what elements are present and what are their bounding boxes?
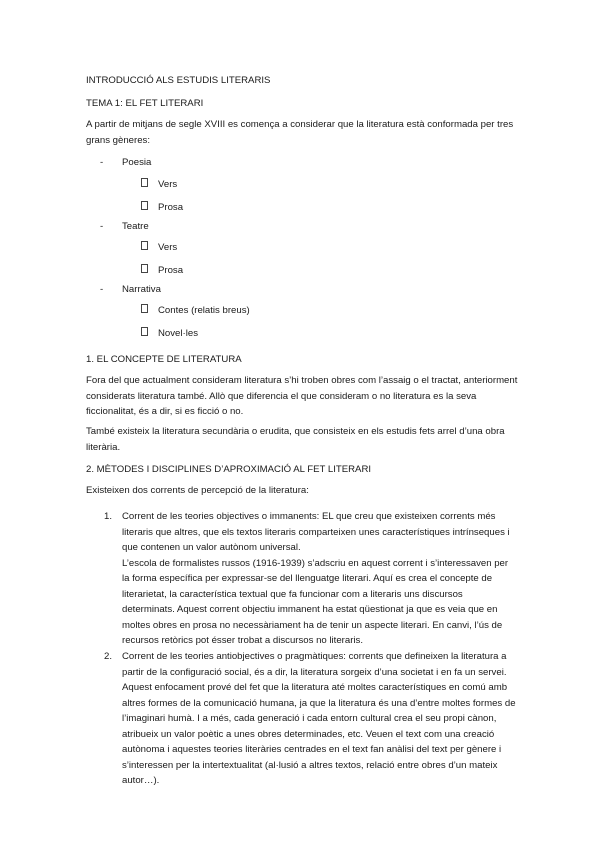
- section1-paragraph-2: També existeix la literatura secundària o erudita, que consisteix en els estudis fets arrel d’una obra literària.: [86, 426, 505, 453]
- section1-heading: 1. EL CONCEPTE DE LITERATURA: [86, 354, 242, 365]
- list-item: [122, 509, 516, 649]
- list-number: 1.: [104, 511, 113, 522]
- bullet-box-icon: [141, 327, 148, 336]
- section1-paragraph-1: Fora del que actualment consideram literatura s’hi troben obres com l’assaig o el tractat, anteriorment considerats literatura també. Allò que diferencia el que consideram o no literatura es la seva ficcionalitat, és a dir, si es ficció o no.: [86, 375, 518, 417]
- list-item: Novel·les: [158, 328, 198, 339]
- document-title: INTRODUCCIÓ ALS ESTUDIS LITERARIS: [86, 75, 271, 86]
- list-item: Corrent de les teories antiobjectives o pragmàtiques: corrents que defineixen la literatura a partir de la configuració social, és a dir, la literatura sorgeix d’una societat i en fa un servei. Aquest enfocament prové del fet que la literatura até moltes característiques en comú amb altres formes de la comunicació humana, ja que la literatura és una d’entre moltes formes de l’imaginari humà. I a més, cada generació i cada entorn cultural crea el seu propi cànon, atribueix un valor poètic a unes obres determinades, etc. Veuen el text com una creació autònoma i aquestes teories literàries centrades en el text fan anàlisi del text per gènere i s’interessen per la intertextualitat (al·lusió a altres textos, relació entre obres d’un mateix autor…).: [122, 651, 516, 786]
- section2-heading: 2. MÈTODES I DISCIPLINES D’APROXIMACIÓ AL FET LITERARI: [86, 464, 372, 475]
- genre-narrativa: Narrativa: [122, 284, 161, 295]
- intro-paragraph: A partir de mitjans de segle XVIII es comença a considerar que la literatura està conformada per tres grans gèneres:: [86, 119, 514, 146]
- list-item: Vers: [158, 179, 178, 190]
- list-item: Prosa: [158, 265, 184, 276]
- genre-poesia: Poesia: [122, 157, 152, 168]
- section2-intro: Existeixen dos corrents de percepció de la literatura:: [86, 485, 309, 496]
- item-text-continued: L’escola de formalistes russos (1916-1939) s’adscriu en aquest corrent i s’interessaven per la forma específica per expressar-se del llenguatge literari. Aquí es crea el concepte de literarietat, la característica textual que fa funcionar com a literaris uns discursos determinats. Aquest corrent objectiu immanent ha estat qüestionat ja que es veia que en moltes obres en prosa no necessàriament ha de tenir un aspecte literari. En canvi, l’ús de recursos retòrics pot ésser trobat a discursos no literaris.: [122, 557, 509, 646]
- bullet-box-icon: [141, 178, 148, 187]
- list-item: Prosa: [158, 202, 184, 213]
- bullet-box-icon: [141, 264, 148, 273]
- list-dash: -: [100, 284, 104, 295]
- bullet-box-icon: [141, 304, 148, 313]
- list-item: Vers: [158, 242, 178, 253]
- genre-teatre: Teatre: [122, 221, 149, 232]
- item-text: Corrent de les teories objectives o immanents: EL que creu que existeixen corrents més literaris que altres, que els textos literaris comparteixen unes característiques intrínseques i que contenen un valor autònom universal.: [122, 511, 510, 553]
- list-number: 2.: [104, 651, 113, 662]
- tema-heading: TEMA 1: EL FET LITERARI: [86, 98, 204, 109]
- list-dash: -: [100, 157, 104, 168]
- bullet-box-icon: [141, 201, 148, 210]
- bullet-box-icon: [141, 241, 148, 250]
- list-dash: -: [100, 221, 104, 232]
- list-item: Contes (relatis breus): [158, 305, 250, 316]
